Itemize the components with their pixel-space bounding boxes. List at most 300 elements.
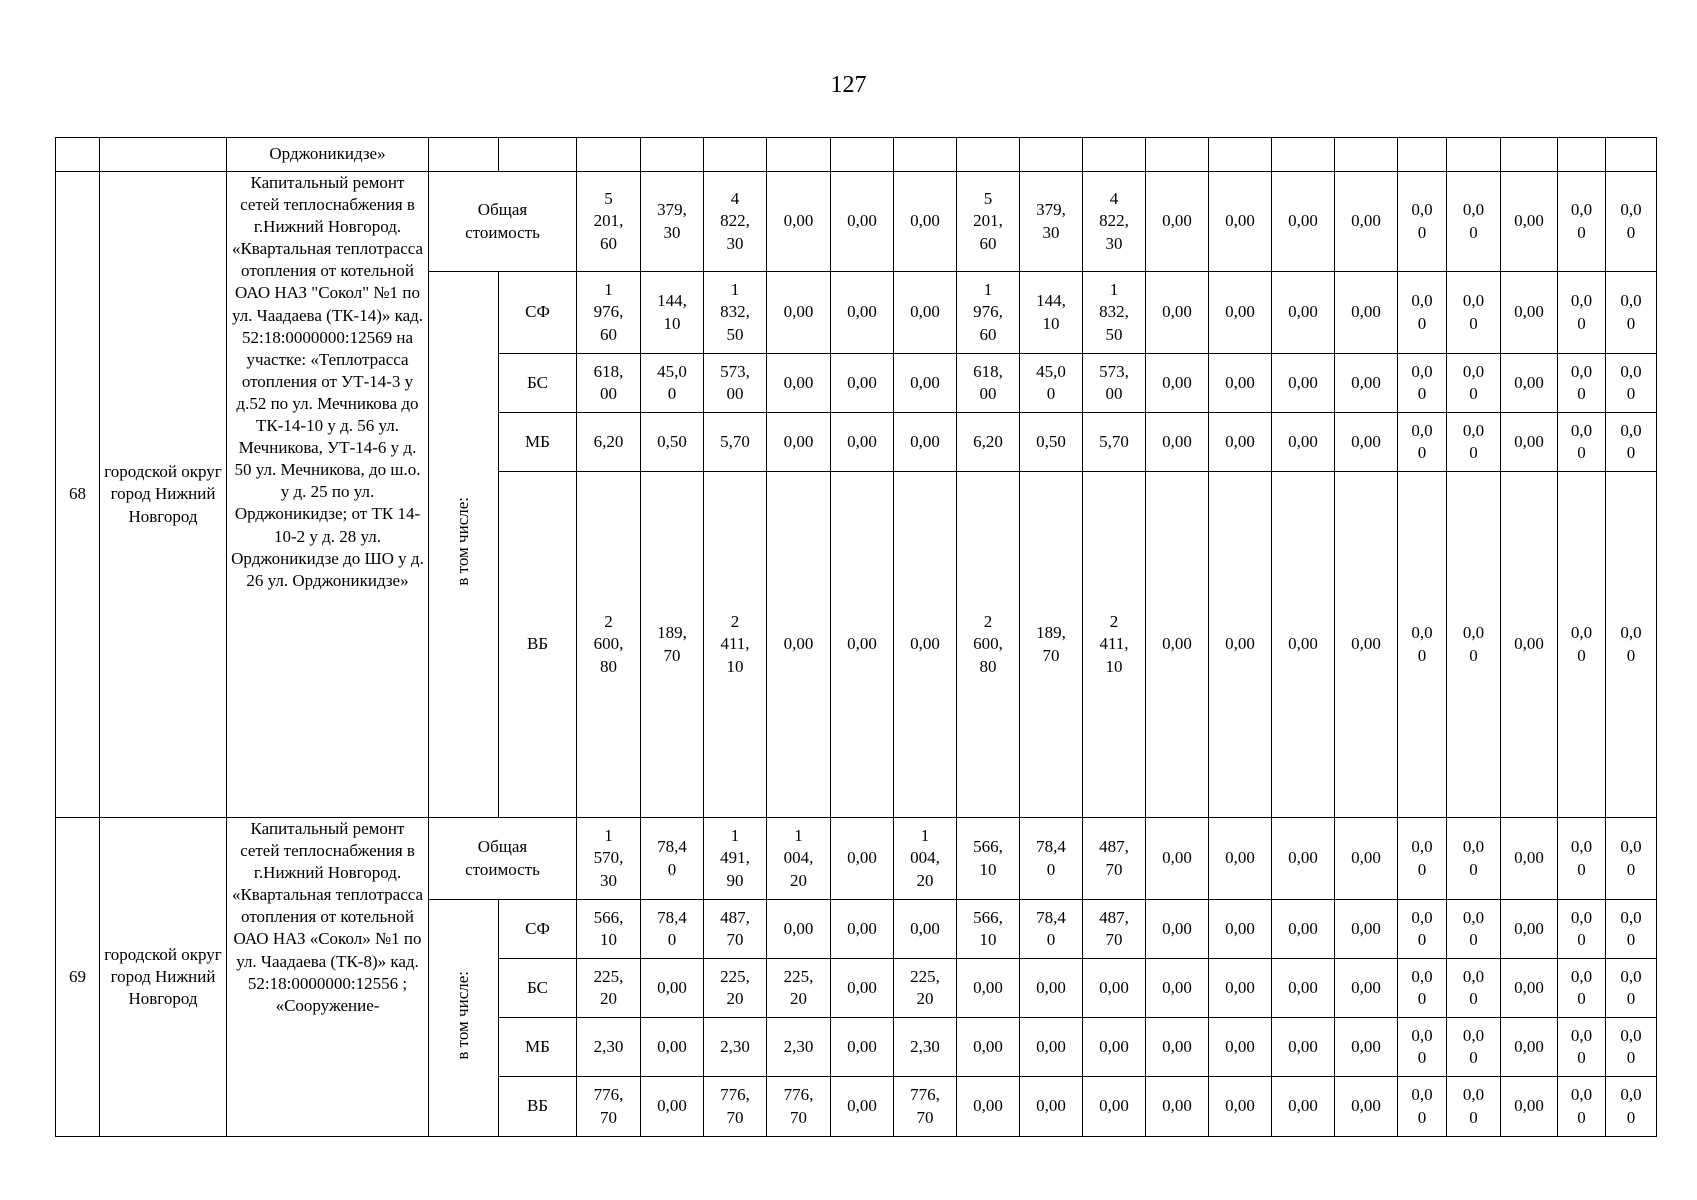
value-text: 0,00 [1288, 302, 1318, 322]
value-text: 0,0 0 [1570, 907, 1593, 949]
value-cell [577, 818, 641, 900]
value-cell [641, 1077, 704, 1137]
value-text: 0,00 [1288, 1036, 1318, 1056]
value-cell [831, 354, 894, 413]
cell-empty [1501, 138, 1558, 172]
value-cell [1606, 818, 1657, 900]
value-cell [1447, 354, 1501, 413]
value-cell [894, 354, 957, 413]
value-cell [641, 272, 704, 354]
value-cell [1558, 959, 1606, 1018]
total-cost-label-text: Общая стоимость [465, 837, 540, 879]
value-cell [1272, 354, 1335, 413]
value-text: 0,00 [783, 634, 814, 654]
value-text: 0,00 [910, 918, 940, 938]
continuation-row [56, 138, 1657, 172]
value-cell [1209, 900, 1272, 959]
value-cell [1398, 1018, 1447, 1077]
value-text: 5 201, 60 [973, 189, 1003, 253]
value-text: 0,00 [847, 977, 877, 997]
funding-source-code [499, 472, 577, 818]
cell-empty [1335, 138, 1398, 172]
value-cell [1020, 472, 1083, 818]
cell-empty [641, 138, 704, 172]
value-cell [1606, 172, 1657, 272]
value-text: 487, 70 [1099, 907, 1129, 949]
value-cell [894, 172, 957, 272]
value-text: 0,00 [1351, 431, 1381, 451]
value-cell [1398, 818, 1447, 900]
value-cell [1606, 1077, 1657, 1137]
value-text: 0,00 [1225, 1096, 1255, 1116]
value-cell [831, 1077, 894, 1137]
value-text: 0,00 [1351, 302, 1381, 322]
cell-empty [1020, 138, 1083, 172]
value-text: 0,00 [910, 634, 940, 654]
cell-empty [100, 138, 227, 172]
value-text: 0,00 [1225, 918, 1255, 938]
value-text: 0,00 [1288, 848, 1318, 868]
cell-empty [1398, 138, 1447, 172]
including-label-text: в том числе: [453, 970, 473, 1060]
value-text: 0,00 [1351, 977, 1381, 997]
value-cell [1146, 272, 1209, 354]
value-cell [1398, 472, 1447, 818]
value-cell [1209, 472, 1272, 818]
value-text: 0,00 [1162, 431, 1192, 451]
value-text: 776, 70 [593, 1085, 624, 1127]
value-text: 0,0 0 [1620, 1085, 1642, 1127]
value-text: 2,30 [783, 1036, 814, 1056]
value-cell [1558, 472, 1606, 818]
value-text: 0,00 [1288, 634, 1318, 654]
value-cell [1501, 818, 1558, 900]
value-text: 0,00 [1514, 1096, 1544, 1116]
value-text: 225, 20 [720, 966, 750, 1008]
value-text: 0,00 [1225, 977, 1255, 997]
value-text: 5,70 [720, 431, 750, 451]
value-text: 2,30 [593, 1036, 624, 1056]
value-text: 189, 70 [657, 623, 687, 665]
value-cell [1501, 900, 1558, 959]
value-text: 0,0 0 [1570, 966, 1593, 1008]
value-cell [767, 900, 831, 959]
value-text: 0,00 [1288, 431, 1318, 451]
project-number-text: 68 [69, 484, 86, 504]
project-description [227, 172, 429, 818]
value-cell [1558, 1018, 1606, 1077]
project-total-row [56, 818, 1657, 900]
value-text: 0,00 [847, 1036, 877, 1056]
value-cell [1335, 900, 1398, 959]
value-cell [1558, 413, 1606, 472]
value-cell [767, 1077, 831, 1137]
value-cell [767, 818, 831, 900]
value-cell [831, 172, 894, 272]
value-text: 0,0 0 [1411, 907, 1433, 949]
value-text: 0,00 [1351, 372, 1381, 392]
value-cell [1272, 959, 1335, 1018]
value-cell [767, 272, 831, 354]
value-text: 0,00 [1225, 372, 1255, 392]
funding-source-code [499, 1018, 577, 1077]
value-text: 618, 00 [973, 361, 1003, 403]
value-cell [1335, 1077, 1398, 1137]
value-text: 0,00 [1099, 1096, 1129, 1116]
value-cell [1209, 272, 1272, 354]
funding-source-code [499, 1077, 577, 1137]
value-cell [1146, 959, 1209, 1018]
project-number [56, 818, 100, 1137]
value-cell [1146, 472, 1209, 818]
value-cell [577, 354, 641, 413]
value-cell [1020, 900, 1083, 959]
project-region-text: городской округ город Нижний Новгород [104, 944, 222, 1009]
value-text: 0,0 0 [1462, 1025, 1485, 1067]
project-description-text: Капитальный ремонт сетей теплоснабжения в г.Нижний Новгород. «Квартальная теплотрасса отопления от котельной ОАО НАЗ «Сокол» №1 по ул. Чаадаева (ТК-8)» кад. 52:18:0000000:12556 ; «Сооружение- [231, 819, 424, 1015]
value-text: 78,4 0 [1036, 907, 1066, 949]
value-text: 0,00 [1351, 634, 1381, 654]
value-text: 0,00 [783, 302, 814, 322]
value-text: 0,00 [1162, 634, 1192, 654]
value-text: 0,00 [1514, 431, 1544, 451]
value-cell [704, 1077, 767, 1137]
value-text: 487, 70 [720, 907, 750, 949]
funding-source-code [499, 413, 577, 472]
value-cell [1606, 472, 1657, 818]
value-text: 0,0 0 [1462, 1085, 1485, 1127]
value-cell [1398, 413, 1447, 472]
value-cell [704, 172, 767, 272]
value-text: 0,0 0 [1411, 623, 1433, 665]
value-cell [704, 1018, 767, 1077]
value-cell [1447, 172, 1501, 272]
value-text: 2,30 [720, 1036, 750, 1056]
value-text: 0,00 [1514, 302, 1544, 322]
cell-empty [577, 138, 641, 172]
value-cell [1083, 1018, 1146, 1077]
value-text: 573, 00 [720, 361, 750, 403]
value-text: 0,00 [1225, 634, 1255, 654]
value-text: 0,0 0 [1570, 361, 1593, 403]
value-cell [1020, 1018, 1083, 1077]
value-text: 0,00 [1351, 211, 1381, 231]
value-cell [1398, 1077, 1447, 1137]
project-region-text: городской округ город Нижний Новгород [104, 462, 222, 526]
cell-empty [1558, 138, 1606, 172]
value-text: 78,4 0 [657, 907, 687, 949]
value-text: 1 832, 50 [720, 280, 750, 344]
value-text: 0,00 [1225, 302, 1255, 322]
value-cell [831, 413, 894, 472]
value-cell [1447, 413, 1501, 472]
value-text: 0,00 [783, 372, 814, 392]
value-text: 0,0 0 [1620, 623, 1642, 665]
value-text: 2 411, 10 [1099, 612, 1129, 676]
value-text: 379, 30 [657, 200, 687, 242]
funding-source-code-text: МБ [525, 431, 550, 451]
value-cell [1335, 959, 1398, 1018]
including-label [429, 272, 499, 818]
value-text: 566, 10 [973, 907, 1003, 949]
value-cell [704, 354, 767, 413]
value-cell [1272, 1077, 1335, 1137]
value-cell [894, 1018, 957, 1077]
value-text: 0,0 0 [1411, 837, 1433, 879]
value-text: 0,0 0 [1570, 1025, 1593, 1067]
value-cell [1398, 900, 1447, 959]
value-cell [831, 472, 894, 818]
value-cell [1209, 172, 1272, 272]
value-text: 1 976, 60 [593, 280, 624, 344]
value-text: 0,00 [847, 848, 877, 868]
cell-empty [1209, 138, 1272, 172]
cell-empty [1447, 138, 1501, 172]
value-cell [1272, 1018, 1335, 1077]
value-text: 4 822, 30 [1099, 189, 1129, 253]
value-cell [1335, 818, 1398, 900]
value-text: 0,0 0 [1620, 361, 1642, 403]
value-cell [1146, 413, 1209, 472]
value-text: 0,00 [1225, 211, 1255, 231]
value-cell [1335, 172, 1398, 272]
value-text: 0,0 0 [1620, 837, 1642, 879]
value-text: 0,00 [1036, 977, 1066, 997]
value-text: 0,00 [1514, 977, 1544, 997]
value-cell [1335, 272, 1398, 354]
value-text: 1 491, 90 [720, 826, 750, 890]
project-number-text: 69 [69, 966, 86, 986]
value-text: 573, 00 [1099, 361, 1129, 403]
value-cell [894, 818, 957, 900]
value-text: 5 201, 60 [593, 189, 624, 253]
value-cell [1558, 172, 1606, 272]
value-cell [1146, 172, 1209, 272]
value-cell [831, 818, 894, 900]
value-text: 0,00 [1162, 848, 1192, 868]
value-cell [957, 1018, 1020, 1077]
value-text: 0,00 [847, 302, 877, 322]
value-text: 0,00 [1162, 372, 1192, 392]
value-text: 0,00 [1036, 1096, 1066, 1116]
value-cell [1501, 354, 1558, 413]
value-text: 0,00 [1225, 1036, 1255, 1056]
value-cell [641, 1018, 704, 1077]
value-text: 0,00 [847, 372, 877, 392]
value-cell [1335, 354, 1398, 413]
value-cell [1020, 1077, 1083, 1137]
total-cost-label [429, 818, 577, 900]
value-text: 0,00 [1099, 1036, 1129, 1056]
value-text: 0,00 [783, 211, 814, 231]
value-text: 6,20 [593, 431, 624, 451]
value-text: 0,0 0 [1462, 907, 1485, 949]
value-cell [1606, 354, 1657, 413]
value-cell [577, 1077, 641, 1137]
value-cell [831, 959, 894, 1018]
value-cell [1272, 172, 1335, 272]
value-cell [1447, 272, 1501, 354]
value-cell [957, 172, 1020, 272]
value-text: 0,0 0 [1620, 200, 1642, 242]
value-cell [1398, 354, 1447, 413]
value-text: 0,0 0 [1411, 1025, 1433, 1067]
value-text: 776, 70 [910, 1085, 940, 1127]
value-text: 0,00 [1288, 211, 1318, 231]
cell-empty [831, 138, 894, 172]
value-text: 0,0 0 [1411, 420, 1433, 462]
value-cell [1606, 959, 1657, 1018]
value-cell [1501, 272, 1558, 354]
value-cell [704, 818, 767, 900]
value-cell [1209, 413, 1272, 472]
continuation-text: Орджоникидзе» [227, 138, 429, 172]
value-cell [577, 1018, 641, 1077]
value-cell [641, 172, 704, 272]
value-cell [1501, 1077, 1558, 1137]
value-cell [1083, 272, 1146, 354]
value-text: 0,00 [1225, 848, 1255, 868]
value-cell [957, 818, 1020, 900]
cell-empty [499, 138, 577, 172]
value-cell [1335, 1018, 1398, 1077]
value-text: 0,00 [1162, 211, 1192, 231]
value-cell [1020, 818, 1083, 900]
value-text: 0,0 0 [1411, 200, 1433, 242]
value-cell [1020, 413, 1083, 472]
value-cell [577, 472, 641, 818]
value-cell [1209, 1018, 1272, 1077]
value-text: 0,0 0 [1411, 361, 1433, 403]
value-cell [1272, 413, 1335, 472]
value-text: 0,0 0 [1462, 966, 1485, 1008]
cell-empty [957, 138, 1020, 172]
total-cost-label [429, 172, 577, 272]
cell-empty [1606, 138, 1657, 172]
value-text: 0,00 [657, 977, 687, 997]
value-text: 0,0 0 [1411, 966, 1433, 1008]
value-text: 0,0 0 [1462, 623, 1485, 665]
cell-empty [767, 138, 831, 172]
value-text: 0,00 [1351, 1036, 1381, 1056]
value-cell [831, 1018, 894, 1077]
value-cell [641, 472, 704, 818]
value-cell [1272, 472, 1335, 818]
value-text: 379, 30 [1036, 200, 1066, 242]
funding-source-code [499, 959, 577, 1018]
value-cell [767, 413, 831, 472]
value-text: 4 822, 30 [720, 189, 750, 253]
value-cell [1083, 354, 1146, 413]
value-cell [894, 272, 957, 354]
value-text: 0,00 [1288, 1096, 1318, 1116]
value-cell [1398, 959, 1447, 1018]
value-text: 0,00 [973, 977, 1003, 997]
value-text: 776, 70 [783, 1085, 814, 1127]
value-cell [1083, 172, 1146, 272]
value-text: 1 004, 20 [910, 826, 940, 890]
value-text: 0,0 0 [1411, 291, 1433, 333]
value-cell [1398, 272, 1447, 354]
value-text: 144, 10 [1036, 291, 1066, 333]
value-text: 0,00 [1514, 211, 1544, 231]
value-cell [1020, 354, 1083, 413]
value-cell [641, 354, 704, 413]
value-cell [1083, 959, 1146, 1018]
value-cell [577, 272, 641, 354]
value-cell [577, 900, 641, 959]
value-text: 0,00 [1099, 977, 1129, 997]
value-text: 225, 20 [783, 966, 814, 1008]
value-text: 0,00 [1225, 431, 1255, 451]
value-cell [1558, 272, 1606, 354]
value-text: 2,30 [910, 1036, 940, 1056]
project-number [56, 172, 100, 818]
value-cell [767, 172, 831, 272]
value-cell [1209, 959, 1272, 1018]
value-cell [641, 959, 704, 1018]
value-text: 0,0 0 [1462, 291, 1485, 333]
value-text: 0,00 [657, 1096, 687, 1116]
value-cell [957, 354, 1020, 413]
including-label-text: в том числе: [453, 497, 473, 586]
value-text: 566, 10 [593, 907, 624, 949]
project-region [100, 172, 227, 818]
funding-source-code [499, 354, 577, 413]
value-text: 0,0 0 [1462, 837, 1485, 879]
value-cell [1209, 818, 1272, 900]
value-cell [831, 900, 894, 959]
project-description [227, 818, 429, 1137]
value-text: 0,0 0 [1570, 291, 1593, 333]
value-text: 0,50 [657, 431, 687, 451]
value-cell [1558, 900, 1606, 959]
value-cell [957, 900, 1020, 959]
value-cell [1558, 354, 1606, 413]
value-cell [1020, 272, 1083, 354]
value-text: 0,00 [910, 431, 940, 451]
value-text: 0,00 [847, 431, 877, 451]
value-text: 189, 70 [1036, 623, 1066, 665]
including-label [429, 900, 499, 1137]
project-total-row [56, 172, 1657, 272]
value-cell [1209, 1077, 1272, 1137]
value-cell [957, 472, 1020, 818]
value-cell [641, 413, 704, 472]
value-cell [577, 413, 641, 472]
value-cell [767, 354, 831, 413]
cell-empty [1146, 138, 1209, 172]
value-text: 0,00 [1514, 848, 1544, 868]
value-cell [894, 959, 957, 1018]
value-text: 0,0 0 [1462, 361, 1485, 403]
value-text: 566, 10 [973, 837, 1003, 879]
value-cell [767, 1018, 831, 1077]
value-cell [704, 472, 767, 818]
cell-empty [894, 138, 957, 172]
funding-source-code-text: БС [527, 372, 548, 392]
value-cell [704, 272, 767, 354]
value-text: 0,00 [1288, 977, 1318, 997]
value-cell [641, 818, 704, 900]
value-cell [641, 900, 704, 959]
value-cell [1447, 1018, 1501, 1077]
value-text: 0,0 0 [1462, 420, 1485, 462]
value-text: 225, 20 [910, 966, 940, 1008]
value-cell [704, 900, 767, 959]
value-text: 0,0 0 [1570, 420, 1593, 462]
value-text: 0,00 [1162, 1036, 1192, 1056]
